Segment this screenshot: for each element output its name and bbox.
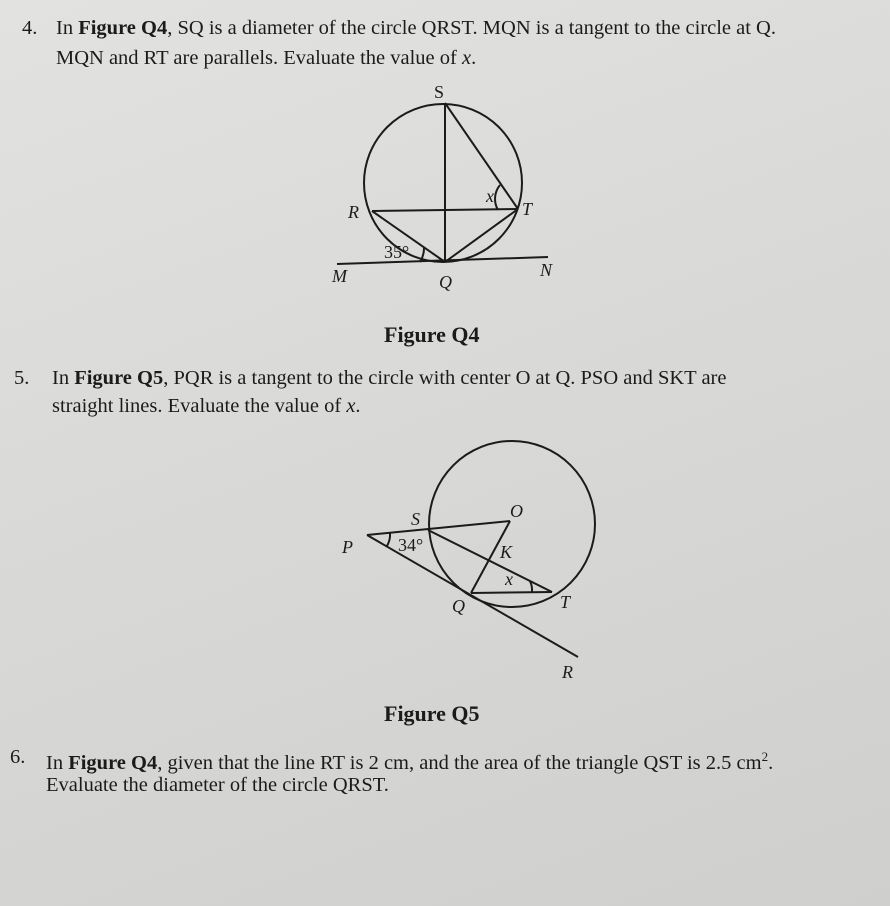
variable: x	[461, 47, 472, 69]
text: In	[46, 751, 69, 774]
label-k: K	[500, 542, 513, 562]
figure-q5-caption: Figure Q5	[384, 701, 480, 726]
text: , PQR is a tangent to the circle with center O at Q. PSO and SKT are	[163, 367, 727, 389]
superscript: 2	[761, 749, 769, 764]
label-x: x	[486, 186, 494, 206]
line-st	[445, 103, 518, 209]
label-q: Q	[452, 596, 465, 616]
text: , SQ is a diameter of the circle QRST. MQN is a tangent to the circle at Q.	[167, 17, 776, 39]
angle-arc-x	[530, 581, 532, 592]
line-skt	[428, 530, 552, 592]
angle-arc-x	[495, 185, 500, 210]
label-o: O	[510, 501, 523, 521]
label-m: M	[332, 266, 347, 286]
line-pso	[367, 521, 510, 535]
figure-q4-diagram	[337, 103, 548, 264]
label-angle-35: 35°	[384, 242, 410, 262]
figure-reference: Figure Q4	[78, 17, 168, 39]
question-text-line-2	[52, 394, 361, 418]
figure-reference: Figure Q4	[68, 751, 158, 774]
label-q: Q	[439, 272, 452, 292]
text: , given that the line RT is 2 cm, and the area of the triangle QST is 2.5 cm	[157, 751, 762, 774]
text: .	[768, 751, 774, 774]
question-number: 5.	[14, 367, 30, 389]
figure-reference: Figure Q5	[74, 367, 164, 389]
text: In	[52, 367, 75, 389]
label-r: R	[562, 662, 573, 682]
line-qt	[471, 592, 552, 593]
label-s: S	[411, 509, 420, 529]
text: .	[355, 395, 361, 417]
label-x: x	[505, 569, 513, 589]
label-angle-34: 34°	[398, 535, 424, 555]
text: .	[471, 47, 477, 69]
line-qt	[445, 209, 518, 262]
question-number: 4.	[22, 17, 38, 39]
question-number: 6.	[10, 746, 26, 768]
text: MQN and RT are parallels. Evaluate the value of	[56, 47, 462, 69]
text: In	[56, 17, 79, 39]
question-text-line-1	[46, 745, 773, 775]
label-s: S	[434, 82, 445, 102]
text: straight lines. Evaluate the value of	[52, 395, 347, 417]
question-text-line-1	[52, 366, 726, 390]
label-r: R	[348, 202, 359, 222]
label-n: N	[540, 260, 553, 280]
label-t: T	[560, 592, 571, 612]
question-text-line-2: Evaluate the diameter of the circle QRST.	[46, 774, 389, 796]
label-t: T	[522, 199, 533, 219]
circle-qrst	[364, 104, 522, 262]
line-rt	[372, 209, 518, 211]
angle-arc-34	[387, 533, 390, 546]
label-p: P	[342, 537, 353, 557]
variable: x	[346, 395, 356, 417]
figure-q4-caption: Figure Q4	[384, 322, 480, 347]
